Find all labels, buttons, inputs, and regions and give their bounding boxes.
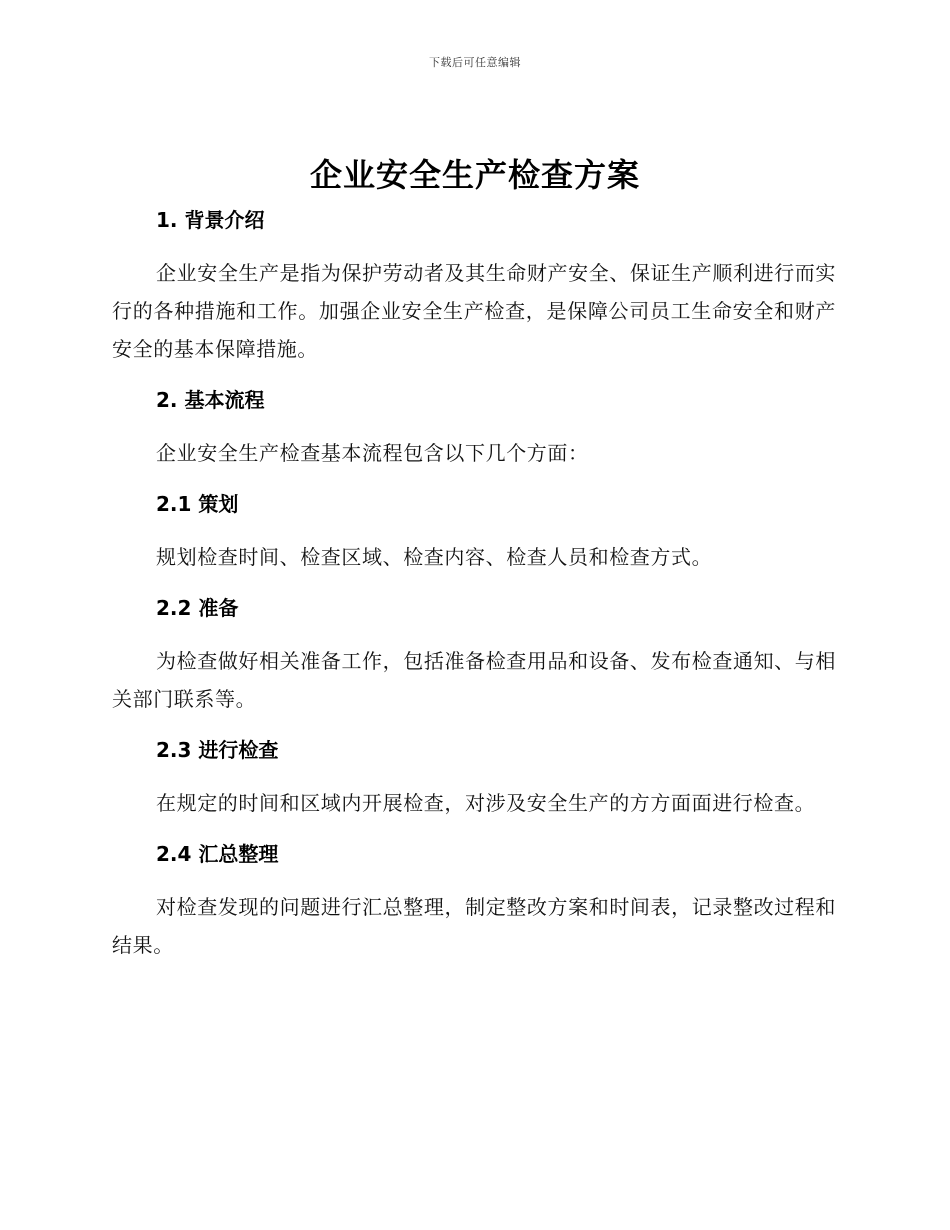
section-heading: 2. 基本流程 (156, 388, 265, 412)
section-heading: 2.2 准备 (156, 596, 239, 620)
section-paragraph: 规划检查时间、检查区域、检查内容、检查人员和检查方式。 (156, 545, 713, 569)
section-heading: 2.3 进行检查 (156, 738, 279, 762)
section-paragraph: 在规定的时间和区域内开展检查，对涉及安全生产的方方面面进行检查。 (156, 791, 816, 815)
section-paragraph: 为检查做好相关准备工作，包括准备检查用品和设备、发布检查通知、与相关部门联系等。 (112, 649, 836, 711)
section-paragraph: 对检查发现的问题进行汇总整理，制定整改方案和时间表，记录整改过程和结果。 (112, 895, 836, 957)
section-basic-process (112, 380, 836, 472)
section-planning (112, 484, 836, 576)
section-preparation (112, 588, 836, 718)
section-summary (112, 834, 836, 964)
header-note: 下载后可任意编辑 (429, 56, 521, 69)
section-background (112, 200, 836, 368)
section-heading: 1. 背景介绍 (156, 208, 265, 232)
section-conduct-inspection (112, 730, 836, 822)
document-body (112, 200, 836, 976)
section-heading: 2.1 策划 (156, 492, 239, 516)
document-title: 企业安全生产检查方案 (309, 156, 640, 194)
section-heading: 2.4 汇总整理 (156, 842, 279, 866)
section-paragraph: 企业安全生产是指为保护劳动者及其生命财产安全、保证生产顺利进行而实行的各种措施和工作。加强企业安全生产检查，是保障公司员工生命安全和财产安全的基本保障措施。 (112, 261, 836, 361)
section-paragraph: 企业安全生产检查基本流程包含以下几个方面： (156, 441, 589, 465)
